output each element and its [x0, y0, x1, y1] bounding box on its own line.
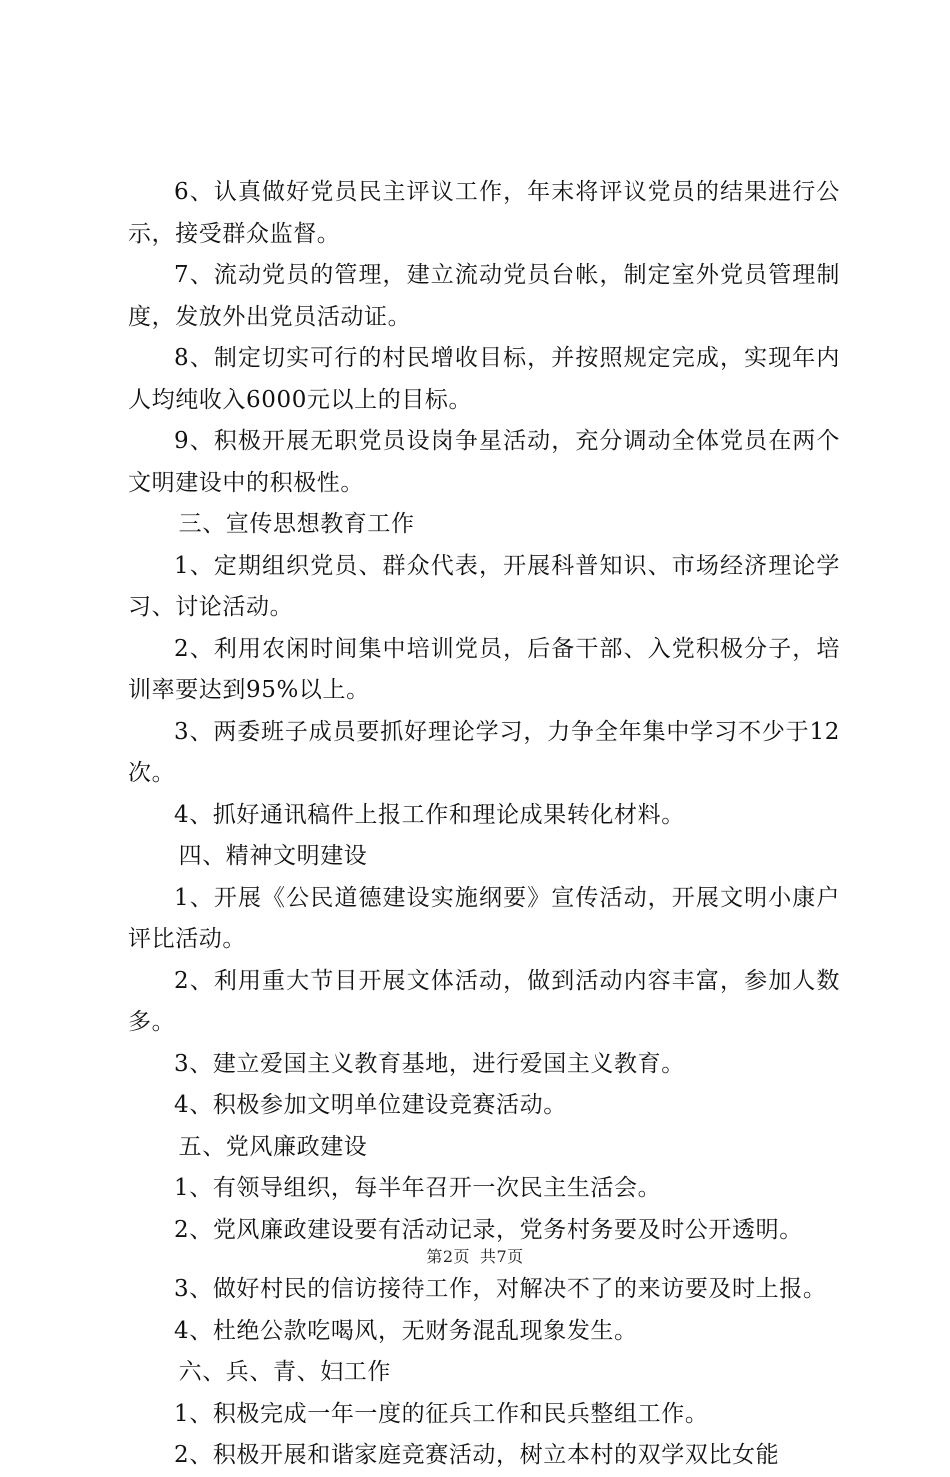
section-heading-integrity: 五、党风廉政建设 [178, 1133, 368, 1160]
paragraph-item: 1、有领导组织，每半年召开一次民主生活会。 [174, 1175, 662, 1201]
section-heading-propaganda: 三、宣传思想教育工作 [178, 511, 415, 537]
paragraph-item-8: 8、制定切实可行的村民增收目标，并按照规定完成，实现年内人均纯收入6000元以上的目标。 [128, 345, 840, 413]
paragraph-item: 2、利用重大节目开展文体活动，做到活动内容丰富，参加人数多。 [128, 967, 840, 1035]
paragraph-item: 1、定期组织党员、群众代表，开展科普知识、市场经济理论学习、讨论活动。 [128, 552, 840, 620]
section-heading-militia-youth-women: 六、兵、青、妇工作 [178, 1359, 391, 1385]
page-number-total: 共7页 [480, 1247, 524, 1266]
page-footer [0, 1244, 950, 1267]
paragraph-item: 4、抓好通讯稿件上报工作和理论成果转化材料。 [174, 801, 685, 828]
section-heading-civilization: 四、精神文明建设 [178, 843, 368, 869]
page-number-current: 第2页 [426, 1247, 470, 1266]
paragraph-item: 4、杜绝公款吃喝风，无财务混乱现象发生。 [174, 1317, 638, 1344]
paragraph-item-6: 6、认真做好党员民主评议工作，年末将评议党员的结果进行公示，接受群众监督。 [128, 179, 840, 247]
paragraph-item: 3、建立爱国主义教育基地，进行爱国主义教育。 [174, 1050, 685, 1077]
paragraph-item: 2、党风廉政建设要有活动记录，党务村务要及时公开透明。 [174, 1216, 803, 1243]
paragraph-item: 2、积极开展和谐家庭竞赛活动，树立本村的双学双比女能 [174, 1442, 780, 1468]
paragraph-item: 2、利用农闲时间集中培训党员，后备干部、入党积极分子，培训率要达到95%以上。 [128, 635, 840, 703]
paragraph-item-9: 9、积极开展无职党员设岗争星活动，充分调动全体党员在两个文明建设中的积极性。 [128, 428, 840, 496]
paragraph-item: 3、两委班子成员要抓好理论学习，力争全年集中学习不少于12次。 [128, 718, 840, 786]
document-body [128, 172, 840, 1477]
paragraph-item: 1、开展《公民道德建设实施纲要》宣传活动，开展文明小康户评比活动。 [128, 884, 840, 952]
paragraph-item-7: 7、流动党员的管理，建立流动党员台帐，制定室外党员管理制度，发放外出党员活动证。 [128, 262, 840, 330]
paragraph-item: 1、积极完成一年一度的征兵工作和民兵整组工作。 [174, 1400, 709, 1427]
paragraph-item: 3、做好村民的信访接待工作，对解决不了的来访要及时上报。 [174, 1276, 827, 1302]
paragraph-item: 4、积极参加文明单位建设竞赛活动。 [174, 1092, 567, 1118]
